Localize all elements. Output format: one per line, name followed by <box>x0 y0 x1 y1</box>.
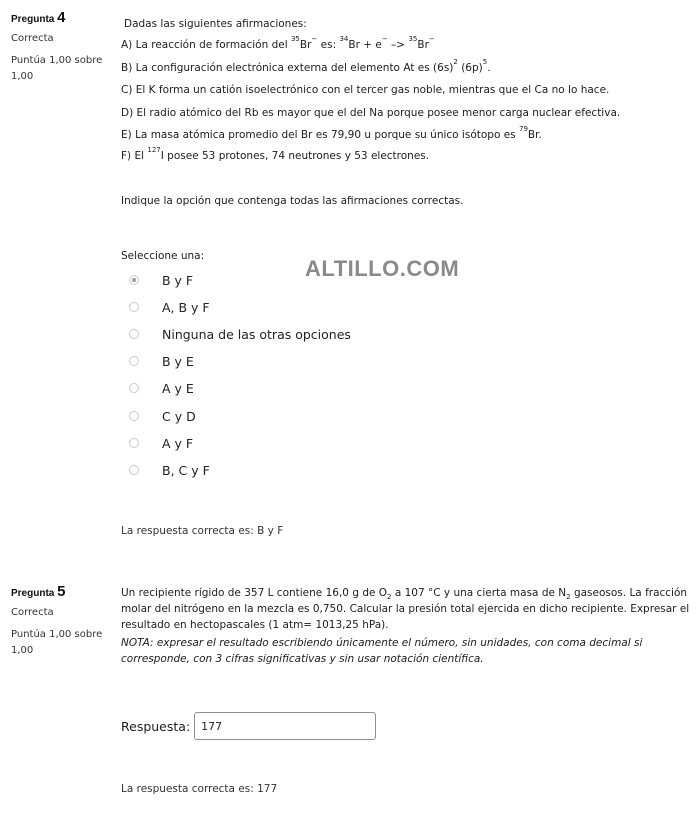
question-4-instruction: Indique la opción que contenga todas las afirmaciones correctas. <box>121 195 464 207</box>
statement-f: F) El $^{127}$I posee 53 protones, 74 neutrones y 53 electrones. <box>121 146 430 162</box>
option-7[interactable] <box>121 461 210 479</box>
radio-icon[interactable] <box>129 302 139 312</box>
question-4-intro: Dadas las siguientes afirmaciones: <box>124 18 307 30</box>
answer-input[interactable] <box>194 712 376 740</box>
question-5-note: NOTA: expresar el resultado escribiendo únicamente el número, sin unidades, con coma decimal si corresponde, con 3 cifras significativas y sin usar notación científica. <box>121 637 643 665</box>
option-0[interactable] <box>121 271 193 289</box>
question-5-state: Correcta <box>11 607 54 618</box>
option-4[interactable] <box>121 379 194 397</box>
radio-icon[interactable] <box>129 383 139 393</box>
question-4-feedback: La respuesta correcta es: B y F <box>121 525 284 537</box>
option-5[interactable] <box>121 407 196 425</box>
question-label: Pregunta <box>11 588 55 599</box>
question-4-state: Correcta <box>11 33 54 44</box>
option-3[interactable] <box>121 352 194 370</box>
question-4-title <box>11 11 111 26</box>
select-one-prompt: Seleccione una: <box>121 250 205 262</box>
question-5-title <box>11 585 111 600</box>
option-label: A y F <box>162 435 194 451</box>
radio-icon[interactable] <box>129 411 139 421</box>
option-6[interactable] <box>121 434 193 452</box>
option-label: C y D <box>162 408 196 424</box>
watermark: ALTILLO.COM <box>305 256 460 281</box>
option-label: A y E <box>162 380 194 396</box>
option-label: B y E <box>162 353 194 369</box>
question-5-info <box>11 585 111 659</box>
question-label: Pregunta <box>11 14 55 25</box>
radio-icon[interactable] <box>129 438 139 448</box>
question-number: 4 <box>57 9 66 26</box>
radio-icon[interactable] <box>129 356 139 366</box>
option-label: B, C y F <box>162 462 210 478</box>
option-2[interactable] <box>121 325 351 343</box>
option-1[interactable] <box>121 298 210 316</box>
statement-e: E) La masa atómica promedio del Br es 79,90 u porque su único isótopo es $^{79}$Br. <box>121 125 542 141</box>
option-label: B y F <box>162 272 194 288</box>
question-5-statement: Un recipiente rígido de 357 L contiene 16,0 g de $O_2$ a 107 °C y una cierta masa de $N_2$ gaseosos. La fracción molar del nitrógeno en la mezcla es 0,750. Calcular la presión total ejercida en dicho recipiente. Expresar el resultado en hectopascales (1 atm= 1013,25 hPa). <box>121 587 690 631</box>
statement-b: B) La configuración electrónica externa del elemento At es $(6s)^2$ $(6p)^5$. <box>121 58 491 74</box>
statement-c: C) El K forma un catión isoelectrónico con el tercer gas noble, mientras que el Ca no lo hace. <box>121 84 610 96</box>
statement-a: A) La reacción de formación del $^{35}$Br− es: $^{34}$Br + e− –> $^{35}$Br− <box>121 35 435 51</box>
option-label: A, B y F <box>162 299 210 315</box>
answer-label: Respuesta: <box>121 718 191 734</box>
statement-d: D) El radio atómico del Rb es mayor que el del Na porque posee menor carga nuclear efectiva. <box>121 107 621 119</box>
question-5-grade: Puntúa 1,00 sobre 1,00 <box>11 629 103 656</box>
question-5-feedback: La respuesta correcta es: 177 <box>121 783 278 795</box>
question-4-info <box>11 11 111 85</box>
radio-icon[interactable] <box>129 465 139 475</box>
question-5-text <box>121 585 691 667</box>
question-number: 5 <box>57 583 66 600</box>
radio-selected-icon[interactable] <box>129 275 139 285</box>
option-label: Ninguna de las otras opciones <box>162 326 351 342</box>
radio-icon[interactable] <box>129 329 139 339</box>
question-4-grade: Puntúa 1,00 sobre 1,00 <box>11 55 103 82</box>
answer-row <box>121 712 376 740</box>
